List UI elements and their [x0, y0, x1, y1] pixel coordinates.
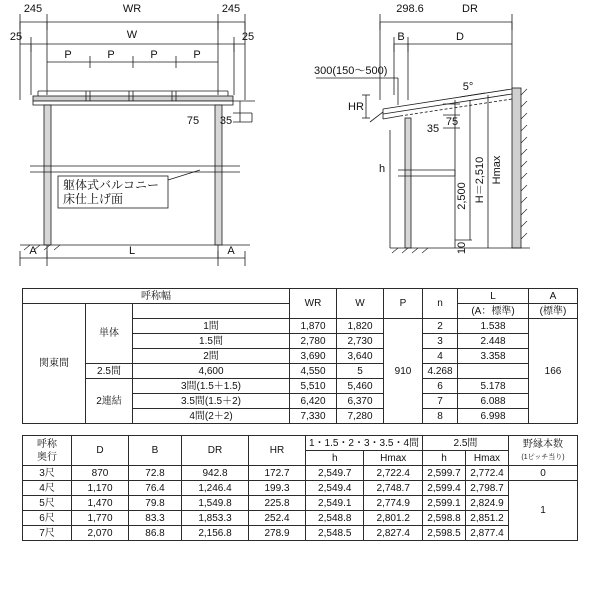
th-h-1: h — [306, 451, 364, 466]
cell-n: 8 — [423, 409, 458, 424]
th-group-25: 2.5間 — [422, 436, 508, 451]
cell-b: 79.8 — [129, 496, 182, 511]
cell-hr: 199.3 — [249, 481, 306, 496]
spec-table-width — [22, 288, 578, 424]
th-a: A — [529, 289, 578, 304]
label-h-small: h — [378, 163, 386, 175]
table-row — [23, 511, 578, 526]
table-row — [23, 379, 578, 394]
cell-hmax2: 2,798.7 — [465, 481, 508, 496]
cell-dr: 1,549.8 — [182, 496, 249, 511]
dim-75-front: 75 — [186, 115, 200, 127]
cell-dr: 942.8 — [182, 466, 249, 481]
th-a-sub: (標準) — [529, 304, 578, 319]
cell-hmax1: 2,748.7 — [364, 481, 422, 496]
dim-h-2510: H＝2,510 — [474, 156, 486, 204]
th-noen — [509, 436, 578, 466]
th-subgroup-renketsu: 2連結 — [86, 379, 133, 424]
cell-wr: 1,870 — [290, 319, 337, 334]
cell-a: 166 — [529, 319, 578, 424]
th-group-1: 1・1.5・2・3・3.5・4間 — [306, 436, 423, 451]
cell-b: 83.3 — [129, 511, 182, 526]
dim-p-1: P — [64, 49, 72, 61]
cell-width: 3.5間(1.5＋2) — [133, 394, 290, 409]
cell-depth: 5尺 — [23, 496, 72, 511]
cell-w: 4,550 — [290, 364, 337, 379]
th-noen-line2: (1ピッチ当り) — [521, 453, 565, 461]
th-d: D — [72, 436, 129, 466]
cell-hmax1: 2,827.4 — [364, 526, 422, 541]
cell-hr: 225.8 — [249, 496, 306, 511]
cell-dr: 1,853.3 — [182, 511, 249, 526]
th-b: B — [129, 436, 182, 466]
cell-width: 4間(2＋2) — [133, 409, 290, 424]
cell-w: 2,730 — [337, 334, 384, 349]
dim-a-left: A — [29, 245, 37, 257]
cell-dr: 2,156.8 — [182, 526, 249, 541]
cell-depth: 3尺 — [23, 466, 72, 481]
cell-width: 3間(1.5＋1.5) — [133, 379, 290, 394]
cell-n: 6 — [423, 379, 458, 394]
cell-hr: 172.7 — [249, 466, 306, 481]
cell-depth: 4尺 — [23, 481, 72, 496]
cell-width: 1.5間 — [133, 334, 290, 349]
cell-w: 3,640 — [337, 349, 384, 364]
cell-d: 1,770 — [72, 511, 129, 526]
cell-n: 5 — [337, 364, 384, 379]
cell-h2: 2,599.1 — [422, 496, 465, 511]
cell-h2: 2,598.8 — [422, 511, 465, 526]
cell-depth: 6尺 — [23, 511, 72, 526]
th-wr: WR — [290, 289, 337, 319]
cell-depth: 7尺 — [23, 526, 72, 541]
cell-w: 7,280 — [337, 409, 384, 424]
technical-drawing — [0, 0, 600, 285]
cell-width: 2.5間 — [86, 364, 133, 379]
cell-l: 4.268 — [423, 364, 458, 379]
note-line-2: 床仕上げ面 — [63, 192, 124, 206]
cell-hmax2: 2,824.9 — [465, 496, 508, 511]
cell-b: 72.8 — [129, 466, 182, 481]
cell-h2: 2,598.5 — [422, 526, 465, 541]
th-group-kantouma: 関東間 — [23, 304, 86, 424]
cell-wr: 4,600 — [133, 364, 290, 379]
label-hr: HR — [348, 101, 364, 113]
cell-h1: 2,549.1 — [306, 496, 364, 511]
cell-hmax1: 2,722.4 — [364, 466, 422, 481]
th-hr: HR — [249, 436, 306, 466]
cell-hmax2: 2,772.4 — [465, 466, 508, 481]
cell-width: 2間 — [133, 349, 290, 364]
th-nominal-depth — [23, 436, 72, 466]
table-header-row — [23, 289, 578, 304]
th-hmax-1: Hmax — [364, 451, 422, 466]
dim-wr: WR — [122, 3, 142, 15]
cell-h1: 2,549.7 — [306, 466, 364, 481]
th-n: n — [423, 289, 458, 319]
cell-hr: 278.9 — [249, 526, 306, 541]
cell-d: 1,170 — [72, 481, 129, 496]
cell-w: 5,460 — [337, 379, 384, 394]
table-row — [23, 481, 578, 496]
dim-p-4: P — [193, 49, 201, 61]
dim-245-right: 245 — [221, 3, 241, 15]
dim-p-3: P — [150, 49, 158, 61]
table-row — [23, 364, 578, 379]
cell-hmax1: 2,774.9 — [364, 496, 422, 511]
th-w: W — [337, 289, 384, 319]
dim-w: W — [126, 29, 138, 41]
dim-35-side: 35 — [426, 123, 440, 135]
dim-245-left: 245 — [23, 3, 43, 15]
cell-noen-bottom: 1 — [509, 481, 578, 541]
cell-l: 3.358 — [458, 349, 529, 364]
drawing-svg — [0, 0, 600, 285]
th-depth-line1: 呼称 — [37, 438, 57, 450]
cell-l: 1.538 — [458, 319, 529, 334]
cell-wr: 6,420 — [290, 394, 337, 409]
cell-width: 1間 — [133, 319, 290, 334]
cell-h1: 2,548.8 — [306, 511, 364, 526]
note-300: 300(150〜500) — [314, 65, 388, 77]
cell-b: 86.8 — [129, 526, 182, 541]
cell-wr: 2,780 — [290, 334, 337, 349]
dim-10: 10 — [456, 241, 468, 255]
th-nominal-width: 呼称幅 — [23, 289, 290, 304]
table-header-row — [23, 436, 578, 451]
cell-h1: 2,549.4 — [306, 481, 364, 496]
cell-n: 3 — [423, 334, 458, 349]
dim-b: B — [397, 31, 405, 43]
cell-n: 2 — [423, 319, 458, 334]
cell-p: 910 — [384, 319, 423, 424]
cell-l: 6.088 — [458, 394, 529, 409]
dim-d: D — [456, 31, 464, 43]
cell-n: 7 — [423, 394, 458, 409]
th-subgroup-tantai: 単体 — [86, 304, 133, 364]
dim-2500: 2,500 — [456, 182, 468, 210]
th-l-sub: (A：標準) — [458, 304, 529, 319]
cell-w: 1,820 — [337, 319, 384, 334]
cell-h1: 2,548.5 — [306, 526, 364, 541]
cell-w: 6,370 — [337, 394, 384, 409]
cell-hmax2: 2,851.2 — [465, 511, 508, 526]
cell-h2: 2,599.4 — [422, 481, 465, 496]
th-depth-line2: 奥行 — [37, 451, 57, 463]
dim-25-right: 25 — [241, 31, 255, 43]
cell-wr: 5,510 — [290, 379, 337, 394]
cell-wr: 7,330 — [290, 409, 337, 424]
cell-l: 5.178 — [458, 379, 529, 394]
cell-hmax1: 2,801.2 — [364, 511, 422, 526]
cell-hmax2: 2,877.4 — [465, 526, 508, 541]
note-line-1: 躯体式バルコニー — [63, 178, 160, 192]
cell-n: 4 — [423, 349, 458, 364]
table-row — [23, 466, 578, 481]
th-noen-line1: 野縁本数 — [523, 438, 563, 450]
th-p: P — [384, 289, 423, 319]
cell-l: 6.998 — [458, 409, 529, 424]
cell-d: 1,470 — [72, 496, 129, 511]
table-row — [23, 496, 578, 511]
cell-d: 870 — [72, 466, 129, 481]
dim-25-left: 25 — [9, 31, 23, 43]
cell-l: 2.448 — [458, 334, 529, 349]
dim-p-2: P — [107, 49, 115, 61]
cell-wr: 3,690 — [290, 349, 337, 364]
dim-75-side: 75 — [445, 116, 459, 128]
cell-dr: 1,246.4 — [182, 481, 249, 496]
th-dr: DR — [182, 436, 249, 466]
label-hmax: Hmax — [491, 155, 503, 185]
th-h-2: h — [422, 451, 465, 466]
th-l: L — [458, 289, 529, 304]
cell-b: 76.4 — [129, 481, 182, 496]
cell-noen-top: 0 — [509, 466, 578, 481]
cell-d: 2,070 — [72, 526, 129, 541]
dim-2986: 298.6 — [396, 3, 424, 15]
cell-hr: 252.4 — [249, 511, 306, 526]
dim-35-front: 35 — [219, 115, 233, 127]
dim-l: L — [128, 245, 136, 257]
angle-5deg: 5° — [462, 81, 474, 93]
table-row — [23, 526, 578, 541]
cell-h2: 2,599.7 — [422, 466, 465, 481]
th-hmax-2: Hmax — [465, 451, 508, 466]
dim-a-right: A — [227, 245, 235, 257]
dim-dr: DR — [462, 3, 478, 15]
spec-table-depth — [22, 435, 578, 541]
